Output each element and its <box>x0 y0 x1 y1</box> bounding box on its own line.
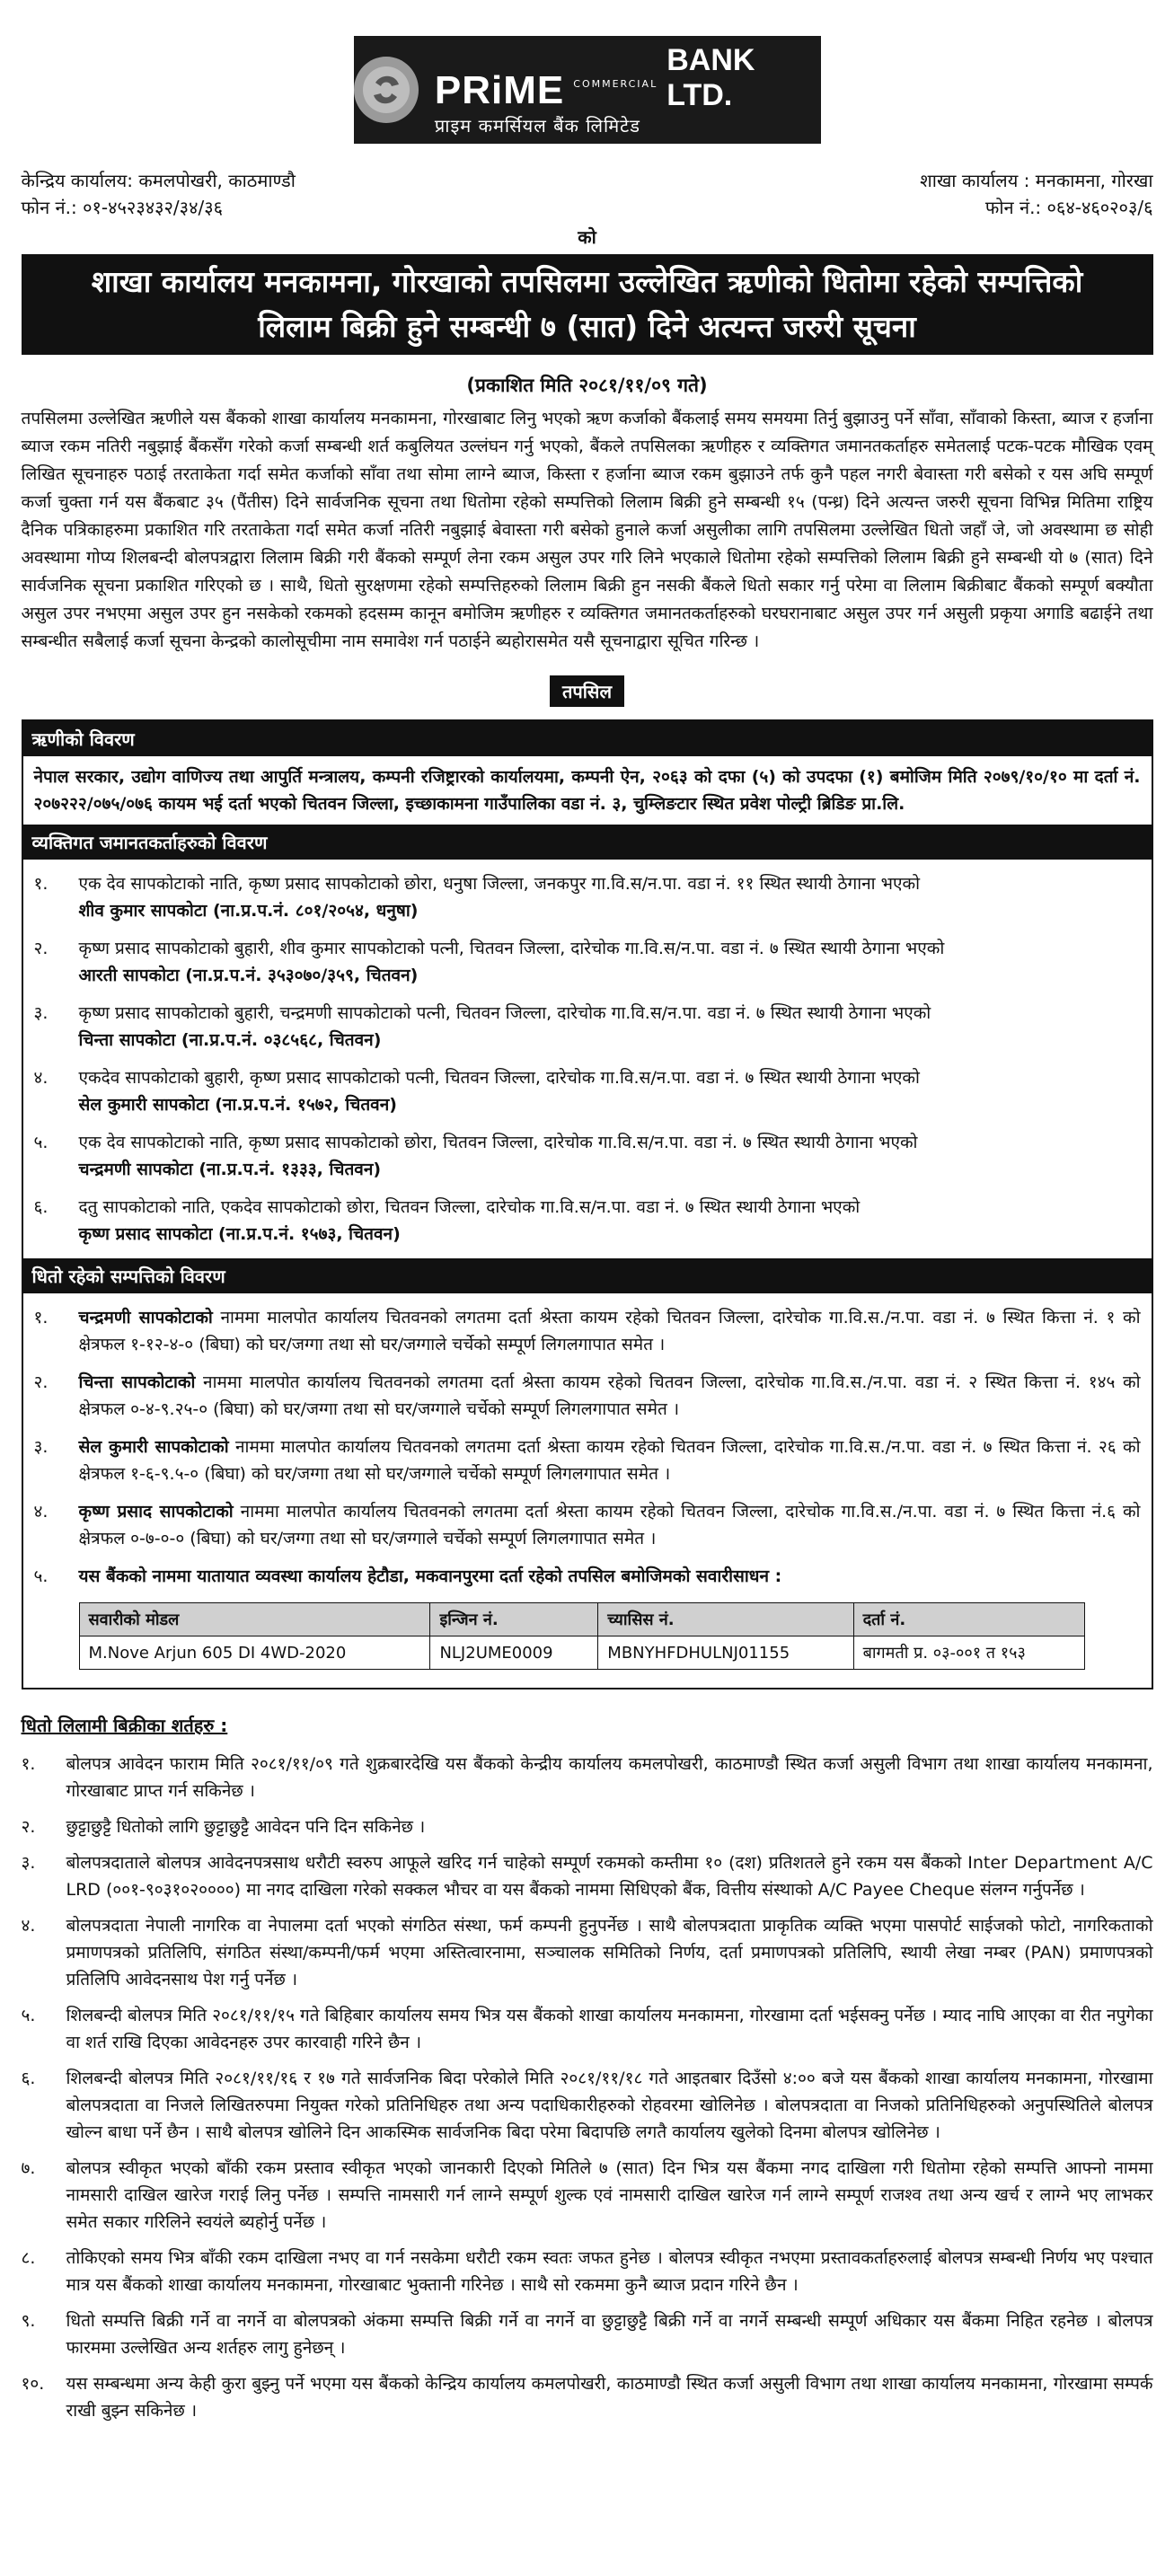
item-number: ४. <box>21 1916 36 1936</box>
list-item <box>34 865 1141 930</box>
owner-name: सेल कुमारी सापकोटाको <box>78 1437 229 1457</box>
list-item <box>34 994 1141 1059</box>
item-number: १. <box>33 1308 49 1328</box>
table-row <box>79 1636 1084 1670</box>
borrower-text: नेपाल सरकार, उद्योग वाणिज्य तथा आपुर्ति मन्त्रालय, कम्पनी रजिष्ट्रारको कार्यालयमा, कम्पनी ऐन, २०६३ को दफा (५) को उपदफा (१) बमोजिम मिति २०७९/१०/१० मा दर्ता नं. २०७२२२/०७५/०७६ कायम भई दर्ता भएको चितवन जिल्ला, इच्छाकामना गाउँपालिका वडा नं. ३, चुम्लिङटार स्थित प्रवेश पोल्ट्री ब्रिडिङ प्रा.लि. <box>33 767 1141 814</box>
item-number: ६. <box>33 1197 49 1217</box>
item-number: ९. <box>21 2311 36 2331</box>
item-number: ३. <box>33 1003 49 1023</box>
item-text: यस सम्बन्धमा अन्य केही कुरा बुझ्नु पर्ने भएमा यस बैंकको केन्द्रिय कार्यालय कमलपोखरी, काठमाण्डौ स्थित कर्जा असुली विभाग तथा शाखा कार्यालय मनकामना, गोरखामा सम्पर्क राखी बुझ्न सकिनेछ । <box>66 2374 1153 2421</box>
item-text: शिलबन्दी बोलपत्र मिति २०८१/११/१६ र १७ गते सार्वजनिक बिदा परेकोले मिति २०८१/११/१८ गते आइतबार दिउँसो ४:०० बजे यस बैंकको शाखा कार्यालय मनकामना, गोरखामा बोलपत्रदाता वा निजले लिखितरुपमा नियुक्त गरेको प्रतिनिधिहरु तथा अन्य पदाधिकारीहरुको रोहवरमा खोलिनेछ । बोलपत्रदाता वा निजको प्रतिनिधिहरुको अनुपस्थितिले बोलपत्र खोल्न बाधा पर्ने छैन । साथै बोलपत्र खोलिने दिन आकस्मिक सार्वजनिक बिदा परेमा बिदापछि लगतै कार्यालय खुलेको दिनमा बोलपत्र खोलिनेछ । <box>66 2069 1153 2142</box>
owner-name: कृष्ण प्रसाद सापकोटाको <box>78 1502 234 1522</box>
owner-name: यस बैंकको नाममा यातायात व्यवस्था कार्यालय हेटौडा, मकवानपुरमा दर्ता रहेको तपसिल बमोजिमको सवारीसाधन : <box>78 1566 782 1586</box>
list-item <box>22 2366 1153 2429</box>
ko-label: को <box>578 226 596 248</box>
list-item <box>22 2060 1153 2150</box>
guarantor-name: कृष्ण प्रसाद सापकोटा (ना.प्र.प.नं. १५७३, चितवन) <box>78 1224 401 1244</box>
table-header: सवारीको मोडल <box>79 1603 430 1636</box>
item-text: नाममा मालपोत कार्यालय चितवनको लगतमा दर्ता श्रेस्ता कायम रहेको चितवन जिल्ला, दारेचोक गा.वि.स./न.पा. वडा नं. २ स्थित कित्ता नं. १४५ को क्षेत्रफल ०-४-९.२५-० (बिघा) को घर/जग्गा तथा सो घर/जग्गाले चर्चेको सम्पूर्ण लिगलगापात समेत । <box>78 1372 1141 1419</box>
item-number: २. <box>21 1817 36 1837</box>
item-number: ३. <box>33 1437 49 1457</box>
item-text: कृष्ण प्रसाद सापकोटाको बुहारी, चन्द्रमणी सापकोटाको पत्नी, चितवन जिल्ला, दारेचोक गा.वि.स/न.पा. वडा नं. ७ स्थित स्थायी ठेगाना भएको <box>78 1003 931 1023</box>
office-info-row <box>22 167 1153 221</box>
intro-paragraph: तपसिलमा उल्लेखित ऋणीले यस बैंकको शाखा कार्यालय मनकामना, गोरखाबाट लिनु भएको ऋण कर्जाको बैंकलाई समय समयमा तिर्नु बुझाउनु पर्ने साँवा, साँवाको किस्ता, ब्याज र हर्जाना ब्याज रकम नतिरी नबुझाई बैंकसँग गरेको कर्जा सम्बन्धी शर्त कबुलियत उल्लंघन गर्नु भएको, बैंकले तपसिलका ऋणीहरु र व्यक्तिगत जमानतकर्ताहरु समेतलाई पटक-पटक मौखिक एवम् लिखित सूचनाहरु पठाई तरताकेता गर्दा समेत कर्जाको साँवा तथा सोमा लाग्ने ब्याज, किस्ता र हर्जाना ब्याज रकम बुझाउने तर्फ कुनै पहल नगरी बेवास्ता गरी बसेको र यस अघि सम्पूर्ण कर्जा चुक्ता गर्न यस बैंकबाट ३५ (पैंतीस) दिने सार्वजनिक सूचना तथा धितोमा रहेको सम्पत्तिको लिलाम बिक्री हुने सम्बन्धी १५ (पन्ध्र) दिने अत्यन्त जरुरी सूचना विभिन्न मितिमा राष्ट्रिय दैनिक पत्रिकाहरुमा प्रकाशित गरि तरताकेता गर्दा समेत कर्जा नतिरी नबुझाई बेवास्ता गरी बसेको हुनाले कर्जा असुलीका लागि तपसिलमा उल्लेखित धितो जहाँ जे, जो अवस्थामा छ सोही अवस्थामा गोप्य शिलबन्दी बोलपत्रद्वारा लिलाम बिक्री गरी बैंकको सम्पूर्ण लेना रकम असुल उपर गरि लिने भएकाले धितोमा रहेको सम्पत्तिको लिलाम बिक्री हुने सम्बन्धी यो ७ (सात) दिने सार्वजनिक सूचना प्रकाशित गरिएको छ । साथै, धितो सुरक्षणमा रहेको सम्पत्तिहरुको लिलाम बिक्री हुन नसकी बैंकले धितो सकार गर्नु परेमा वा लिलाम बिक्रीबाट बैंकको सम्पूर्ण बक्यौता असुल उपर नभएमा असुल उपर हुन नसकेको रकमको हदसम्म कानून बमोजिम ऋणीहरु र व्यक्तिगत जमानतकर्ताहरुको घरघरानाबाट असुल उपर गर्न असुली प्रकृया अगाडि बढाईने तथा सम्बन्धीत सबैलाई कर्जा सूचना केन्द्रको कालोसूचीमा नाम समावेश गर्न पठाईने ब्यहोरासमेत यसै सूचनाद्वारा सूचित गरिन्छ । <box>21 409 1153 651</box>
details-section <box>22 719 1153 1689</box>
list-item <box>34 1188 1141 1253</box>
item-number: १०. <box>21 2374 45 2394</box>
item-number: ८. <box>21 2248 36 2268</box>
item-number: १. <box>33 874 49 894</box>
collateral-heading: धितो रहेको सम्पत्तिको विवरण <box>23 1258 1152 1293</box>
item-number: ५. <box>33 1566 49 1586</box>
item-text: छुट्टाछुट्टै धितोको लागि छुट्टाछुट्टै आवेदन पनि दिन सकिनेछ । <box>66 1817 426 1837</box>
logo-ltd: BANK LTD. <box>666 42 755 112</box>
owner-name: चिन्ता सापकोटाको <box>78 1372 196 1392</box>
central-office-phone: फोन नं.: ०१-४५२३४३२/३४/३६ <box>21 197 224 218</box>
notice-title-line2: लिलाम बिक्री हुने सम्बन्धी ७ (सात) दिने अत्यन्त जरुरी सूचना <box>258 309 916 344</box>
bank-logo <box>354 36 821 144</box>
borrower-heading: ऋणीको विवरण <box>23 721 1152 756</box>
item-text: बोलपत्रदाताले बोलपत्र आवेदनपत्रसाथ धरौटी स्वरुप आफूले खरिद गर्न चाहेको सम्पूर्ण रकमको कम्तीमा १० (दश) प्रतिशतले हुने रकम यस बैंकको Inter Department A/C LRD (००१-९०३१०२००००) मा नगद दाखिला गरेको सक्कल भौचर वा यस बैंकको नाममा सिधिएको बैंक, वित्तीय संस्थाको A/C Payee Cheque संलग्न गर्नुपर्नेछ । <box>66 1853 1153 1900</box>
list-item <box>22 1908 1153 1998</box>
item-number: ७. <box>21 2158 36 2178</box>
table-cell: बागमती प्र. ०३-००१ त १५३ <box>853 1636 1084 1670</box>
guarantor-name: आरती सापकोटा (ना.प्र.प.नं. ३५३०७०/३५९, चितवन) <box>78 966 419 985</box>
central-office-address: केन्द्रिय कार्यालय: कमलपोखरी, काठमाण्डौ <box>21 170 296 191</box>
notice-page <box>22 0 1153 2429</box>
item-text: कृष्ण प्रसाद सापकोटाको बुहारी, शीव कुमार सापकोटाको पत्नी, चितवन जिल्ला, दारेचोक गा.वि.स/न.पा. वडा नं. ७ स्थित स्थायी ठेगाना भएको <box>78 939 945 958</box>
item-number: १. <box>21 1754 36 1774</box>
guarantor-name: शीव कुमार सापकोटा (ना.प्र.प.नं. ८०१/२०५४, धनुषा) <box>78 901 419 921</box>
terms-list <box>22 1746 1153 2429</box>
table-header-row <box>79 1603 1084 1636</box>
table-cell: M.Nove Arjun 605 DI 4WD-2020 <box>79 1636 430 1670</box>
item-number: ५. <box>33 1133 49 1152</box>
list-item <box>34 1299 1141 1363</box>
table-header: च्यासिस नं. <box>598 1603 853 1636</box>
bank-emblem-icon <box>354 57 419 123</box>
list-item <box>22 1845 1153 1908</box>
list-item <box>34 1363 1141 1428</box>
item-text: एकदेव सापकोटाको बुहारी, कृष्ण प्रसाद सापकोटाको पत्नी, चितवन जिल्ला, दारेचोक गा.वि.स/न.पा. वडा नं. ७ स्थित स्थायी ठेगाना भएको <box>78 1068 920 1088</box>
published-date: (प्रकाशित मिति २०८१/११/०९ गते) <box>466 375 708 396</box>
list-item <box>22 2240 1153 2303</box>
list-item <box>34 1059 1141 1124</box>
table-cell: MBNYHFDHULNJ01155 <box>598 1636 853 1670</box>
item-number: ६. <box>21 2069 36 2088</box>
table-cell: NLJ2UME0009 <box>430 1636 598 1670</box>
branch-office-phone: फोन नं.: ०६४-४६०२०३/६ <box>984 197 1153 218</box>
list-item <box>22 2303 1153 2366</box>
guarantors-list <box>23 860 1152 1258</box>
item-text: बोलपत्र स्वीकृत भएको बाँकी रकम प्रस्ताव स्वीकृत भएको जानकारी दिएको मितिले ७ (सात) दिन भित्र यस बैंकमा नगद दाखिला गरी धितोमा रहेको सम्पत्ति आफ्नो नाममा नामसारी दाखिल खारेज गराई लिनु पर्नेछ । सम्पत्ति नामसारी गर्न लाग्ने सम्पूर्ण शुल्क एवं नामसारी दाखिल खारेज गर्न लाग्ने सम्पूर्ण राजश्व तथा अन्य खर्च र लाग्ने भए लाभकर समेत सकार गरिलिने स्वयंले ब्यहोर्नु पर्नेछ । <box>66 2158 1153 2232</box>
table-header: इन्जिन नं. <box>430 1603 598 1636</box>
list-item <box>34 1493 1141 1557</box>
notice-title-line1: शाखा कार्यालय मनकामना, गोरखाको तपसिलमा उल्लेखित ऋणीको धितोमा रहेको सम्पत्तिको <box>91 264 1083 299</box>
item-number: ५. <box>21 2006 36 2025</box>
list-item <box>22 1809 1153 1845</box>
collateral-list <box>23 1293 1152 1688</box>
item-number: ४. <box>33 1068 49 1088</box>
central-office <box>22 167 296 221</box>
list-item <box>34 930 1141 994</box>
item-number: २. <box>33 939 49 958</box>
guarantor-name: चिन्ता सापकोटा (ना.प्र.प.नं. ०३८५६८, चितवन) <box>78 1030 382 1050</box>
list-item <box>34 1557 1141 1595</box>
item-text: एक देव सापकोटाको नाति, कृष्ण प्रसाद सापकोटाको छोरा, चितवन जिल्ला, दारेचोक गा.वि.स/न.पा. वडा नं. ७ स्थित स्थायी ठेगाना भएको <box>78 1133 918 1152</box>
list-item <box>34 1428 1141 1493</box>
notice-title <box>22 254 1153 355</box>
logo-nepali-name: प्राइम कमर्सियल बैंक लिमिटेड <box>434 114 640 137</box>
branch-office-address: शाखा कार्यालय : मनकामना, गोरखा <box>920 170 1153 191</box>
owner-name: चन्द्रमणी सापकोटाको <box>78 1308 213 1328</box>
item-number: २. <box>33 1372 49 1392</box>
logo-commercial: COMMERCIAL <box>573 77 658 90</box>
item-text: नाममा मालपोत कार्यालय चितवनको लगतमा दर्ता श्रेस्ता कायम रहेको चितवन जिल्ला, दारेचोक गा.वि.स./न.पा. वडा नं. ७ स्थित कित्ता नं. २६ को क्षेत्रफल १-६-९.५-० (बिघा) को घर/जग्गा तथा सो घर/जग्गाले चर्चेको सम्पूर्ण लिगलगापात समेत । <box>78 1437 1141 1484</box>
item-text: बोलपत्रदाता नेपाली नागरिक वा नेपालमा दर्ता भएको संगठित संस्था, फर्म कम्पनी हुनुपर्नेछ । साथै बोलपत्रदाता प्राकृतिक व्यक्ति भएमा पासपोर्ट साईजको फोटो, नागरिकताको प्रमाणपत्रको प्रतिलिपि, संगठित संस्था/कम्पनी/फर्म भएमा अस्तित्वारनामा, सञ्चालक समितिको निर्णय, दर्ता प्रमाणपत्रको प्रतिलिपि, स्थायी लेखा नम्बर (PAN) प्रमाणपत्रको प्रतिलिपि आवेदनसाथ पेश गर्नु पर्नेछ । <box>66 1916 1153 1989</box>
item-text: बोलपत्र आवेदन फाराम मिति २०८१/११/०९ गते शुक्रबारदेखि यस बैंकको केन्द्रीय कार्यालय कमलपोखरी, काठमाण्डौ स्थित कर्जा असुली विभाग तथा शाखा कार्यालय मनकामना, गोरखाबाट प्राप्त गर्न सकिनेछ । <box>66 1754 1153 1801</box>
item-text: दतु सापकोटाको नाति, एकदेव सापकोटाको छोरा, चितवन जिल्ला, दारेचोक गा.वि.स/न.पा. वडा नं. ७ स्थित स्थायी ठेगाना भएको <box>78 1197 861 1217</box>
item-number: ३. <box>21 1853 36 1873</box>
terms-heading: धितो लिलामी बिक्रीका शर्तहरु : <box>21 1715 228 1736</box>
list-item <box>22 2150 1153 2240</box>
item-text: नाममा मालपोत कार्यालय चितवनको लगतमा दर्ता श्रेस्ता कायम रहेको चितवन जिल्ला, दारेचोक गा.वि.स./न.पा. वडा नं. ७ स्थित कित्ता नं.६ को क्षेत्रफल ०-७-०-० (बिघा) को घर/जग्गा तथा सो घर/जग्गाले चर्चेको सम्पूर्ण लिगलगापात समेत । <box>78 1502 1141 1548</box>
guarantor-name: चन्द्रमणी सापकोटा (ना.प्र.प.नं. १३३३, चितवन) <box>78 1160 382 1179</box>
list-item <box>22 1998 1153 2060</box>
guarantors-heading: व्यक्तिगत जमानतकर्ताहरुको विवरण <box>23 825 1152 860</box>
table-header: दर्ता नं. <box>853 1603 1084 1636</box>
branch-office <box>920 167 1152 221</box>
list-item <box>34 1124 1141 1188</box>
item-text: शिलबन्दी बोलपत्र मिति २०८१/११/१५ गते बिहिबार कार्यालय समय भित्र यस बैंकको शाखा कार्यालय मनकामना, गोरखामा दर्ता भईसक्नु पर्नेछ । म्याद नाघि आएका वा रीत नपुगेका वा शर्त राखि दिएका आवेदनहरु उपर कारवाही गरिने छैन । <box>66 2006 1153 2052</box>
item-text: धितो सम्पत्ति बिक्री गर्ने वा नगर्ने वा बोलपत्रको अंकमा सम्पत्ति बिक्री गर्ने वा नगर्ने वा छुट्टाछुट्टै बिक्री गर्ने वा नगर्ने सम्बन्धी सम्पूर्ण अधिकार यस बैंकमा निहित रहनेछ । बोलपत्र फारममा उल्लेखित अन्य शर्तहरु लागु हुनेछन् । <box>66 2311 1153 2358</box>
item-text: एक देव सापकोटाको नाति, कृष्ण प्रसाद सापकोटाको छोरा, धनुषा जिल्ला, जनकपुर गा.वि.स/न.पा. वडा नं. ११ स्थित स्थायी ठेगाना भएको <box>78 874 921 894</box>
vehicle-table <box>79 1602 1085 1670</box>
tapasil-heading: तपसिल <box>550 675 624 707</box>
logo-brand: PRiME <box>434 67 565 112</box>
item-number: ४. <box>33 1502 49 1522</box>
guarantor-name: सेल कुमारी सापकोटा (ना.प्र.प.नं. १५७२, चितवन) <box>78 1095 397 1115</box>
item-text: नाममा मालपोत कार्यालय चितवनको लगतमा दर्ता श्रेस्ता कायम रहेको चितवन जिल्ला, दारेचोक गा.वि.स./न.पा. वडा नं. ७ स्थित कित्ता नं. १ को क्षेत्रफल १-१२-४-० (बिघा) को घर/जग्गा तथा सो घर/जग्गाले चर्चेको सम्पूर्ण लिगलगापात समेत । <box>78 1308 1141 1354</box>
list-item <box>22 1746 1153 1809</box>
item-text: तोकिएको समय भित्र बाँकी रकम दाखिला नभए वा गर्न नसकेमा धरौटी रकम स्वतः जफत हुनेछ । बोलपत्र स्वीकृत नभएमा प्रस्तावकर्ताहरुलाई बोलपत्र सम्बन्धी निर्णय भए पश्चात मात्र यस बैंकको शाखा कार्यालय मनकामना, गोरखाबाट भुक्तानी गरिनेछ । साथै सो रकममा कुनै ब्याज प्रदान गरिने छैन । <box>66 2248 1153 2295</box>
